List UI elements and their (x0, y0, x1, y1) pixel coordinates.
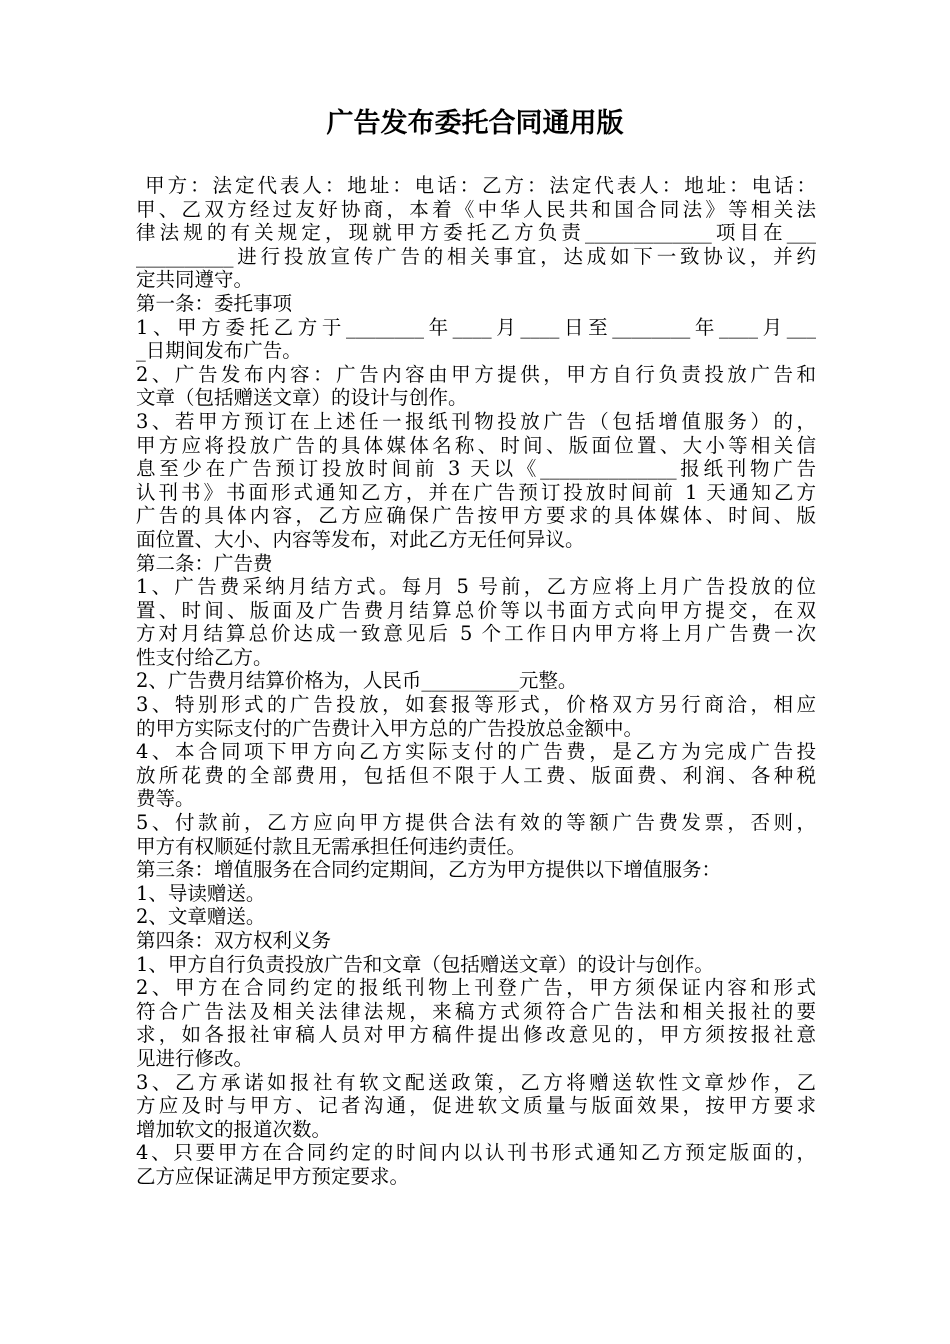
text-line: 1、导读赠送。 (136, 881, 266, 905)
text-line: 性支付给乙方。 (136, 645, 273, 669)
text-line: 面位置、大小、内容等发布，对此乙方无任何异议。 (136, 527, 585, 551)
text-line: 2、甲方在合同约定的报纸刊物上刊登广告，甲方须保证内容和形式 (136, 976, 816, 1000)
text-line: __________进行投放宣传广告的相关事宜，达成如下一致协议，并约 (136, 244, 816, 268)
text-line: 见进行修改。 (136, 1046, 254, 1070)
text-line: 方应及时与甲方、记者沟通，促进软文质量与版面效果，按甲方要求 (136, 1094, 816, 1118)
text-line: 文章（包括赠送文章）的设计与创作。 (136, 386, 468, 410)
text-line: 3、特别形式的广告投放，如套报等形式，价格双方另行商洽，相应 (136, 693, 816, 717)
text-line: 3、若甲方预订在上述任一报纸刊物投放广告（包括增值服务）的， (136, 409, 816, 433)
document-title: 广告发布委托合同通用版 (326, 108, 624, 139)
text-line: 认刊书》书面形式通知乙方，并在广告预订投放时间前 1 天通知乙方 (136, 480, 816, 504)
text-line: 4、只要甲方在合同约定的时间内以认刊书形式通知乙方预定版面的， (136, 1141, 816, 1165)
text-line: 甲、乙双方经过友好协商，本着《中华人民共和国合同法》等相关法 (136, 197, 816, 221)
text-line: 定共同遵守。 (136, 268, 254, 292)
text-line: 的甲方实际支付的广告费计入甲方总的广告投放总金额中。 (136, 716, 644, 740)
text-line: 2、文章赠送。 (136, 905, 266, 929)
text-line: 放所花费的全部费用，包括但不限于人工费、版面费、利润、各种税 (136, 763, 816, 787)
text-line: 费等。 (136, 787, 195, 811)
section-heading: 第一条：委托事项 (136, 291, 293, 315)
text-line: 息至少在广告预订投放时间前 3 天以《______________报纸刊物广告 (136, 457, 816, 481)
section-heading: 第三条：增值服务在合同约定期间，乙方为甲方提供以下增值服务： (136, 858, 722, 882)
text-line: 2、广告费月结算价格为，人民币__________元整。 (136, 669, 578, 693)
document-body (136, 174, 816, 1189)
text-line: 3、乙方承诺如报社有软文配送政策，乙方将赠送软性文章炒作，乙 (136, 1070, 816, 1094)
text-line: 4、本合同项下甲方向乙方实际支付的广告费，是乙方为完成广告投 (136, 740, 816, 764)
text-line: 置、时间、版面及广告费月结算总价等以书面方式向甲方提交，在双 (136, 598, 816, 622)
text-line: 甲方有权顺延付款且无需承担任何违约责任。 (136, 834, 527, 858)
text-line: 增加软文的报道次数。 (136, 1117, 332, 1141)
text-line: 广告的具体内容，乙方应确保广告按甲方要求的具体媒体、时间、版 (136, 504, 816, 528)
text-line: 甲方应将投放广告的具体媒体名称、时间、版面位置、大小等相关信 (136, 433, 816, 457)
text-line: 甲方：法定代表人：地址：电话：乙方：法定代表人：地址：电话： (136, 174, 816, 197)
text-line: 求，如各报社审稿人员对甲方稿件提出修改意见的，甲方须按报社意 (136, 1023, 816, 1047)
text-line: 1、广告费采纳月结方式。每月 5 号前，乙方应将上月广告投放的位 (136, 575, 816, 599)
text-line: 5、付款前，乙方应向甲方提供合法有效的等额广告费发票，否则， (136, 811, 816, 835)
text-line: 2、广告发布内容：广告内容由甲方提供，甲方自行负责投放广告和 (136, 362, 816, 386)
text-line: 1、甲方自行负责投放广告和文章（包括赠送文章）的设计与创作。 (136, 952, 714, 976)
text-line: 1、甲方委托乙方于________年____月____日至________年____月___ (136, 315, 816, 339)
text-line: 乙方应保证满足甲方预定要求。 (136, 1164, 410, 1188)
text-line: 符合广告法及相关法律法规，来稿方式须符合广告法和相关报社的要 (136, 999, 816, 1023)
section-heading: 第二条：广告费 (136, 551, 273, 575)
text-line: 律法规的有关规定，现就甲方委托乙方负责_____________项目在___ (136, 221, 816, 245)
text-line: 方对月结算总价达成一致意见后 5 个工作日内甲方将上月广告费一次 (136, 622, 816, 646)
text-line: _日期间发布广告。 (136, 339, 302, 363)
section-heading: 第四条：双方权利义务 (136, 929, 332, 952)
